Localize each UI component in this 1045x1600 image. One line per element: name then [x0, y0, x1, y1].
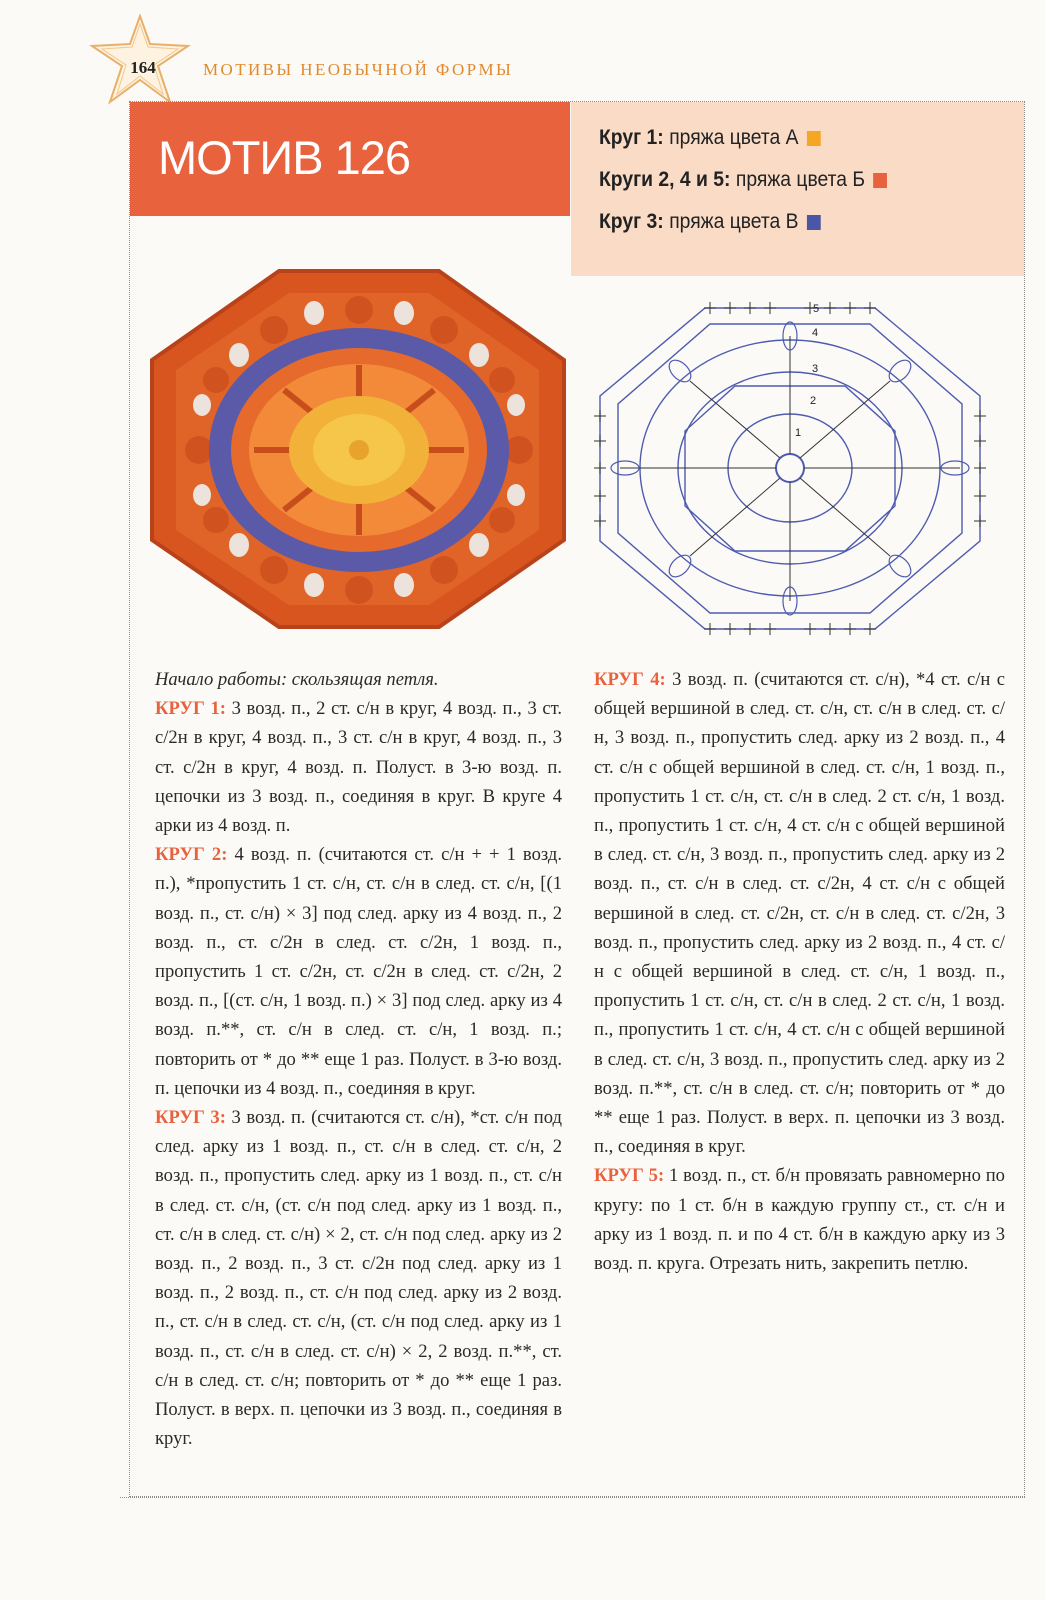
round1-label: КРУГ 1: [155, 698, 226, 720]
legend-prefix: Круг 1: [599, 126, 664, 149]
round4-text: 3 возд. п. (считаются ст. с/н), *4 ст. с/н с общей вершиной в след. ст. с/н, ст. с/н в след. ст. с/н, 3 возд. п., пропустить след. арку из 2 возд. п., 4 ст. с/н с общей вершиной в след. ст. с/н, 1 возд. п., пропустить 1 ст. с/н, ст. с/н в след. 2 ст. с/н, 1 возд. п., пропустить 1 ст. с/н, 4 ст. с/н с общей вершиной в след. ст. с/н, 3 возд. п., пропустить след. арку из 2 возд. п., ст. с/н в след. ст. с/2н, 4 ст. с/н с общей вершиной в след. ст. с/2н, ст. с/н в след. ст. с/2н, 3 возд. п., пропустить след. арку из 2 возд. п., 4 ст. с/н с общей вершиной в след. ст. с/н, 1 возд. п., пропустить 1 ст. с/н, ст. с/н в след. 2 ст. с/н, 1 возд. п., пропустить 1 ст. с/н, 4 ст. с/н с общей вершиной в след. ст. с/н, 3 возд. п., пропустить след. арку из 2 возд. п.**, ст. с/н в след. ст. с/н; повторить от * до ** еще 1 раз. Полуст. в верх. п. цепочки из 3 возд. п., соединяя в круг. [594, 669, 1005, 1158]
round3-label: КРУГ 3: [155, 1107, 226, 1129]
crochet-chart [590, 296, 990, 641]
round3-paragraph [155, 1103, 562, 1453]
legend-row-rounds245 [599, 168, 887, 192]
round2-paragraph [155, 840, 562, 1103]
section-title: МОТИВЫ НЕОБЫЧНОЙ ФОРМЫ [203, 60, 514, 79]
legend-row-round3 [599, 210, 821, 234]
intro-text: Начало работы: скользящая петля. [155, 669, 439, 690]
legend-prefix: Круги 2, 4 и 5: [599, 168, 731, 191]
round5-label: КРУГ 5: [594, 1165, 665, 1187]
round1-text: 3 возд. п., 2 ст. с/н в круг, 4 возд. п., 3 ст. с/2н в круг, 4 возд. п., 3 ст. с/н в круг, 4 возд. п., 3 ст. с/2н в круг, 4 возд. п. Полуст. в 3-ю возд. п. цепочки из 3 возд. п., соединяя в круг. В круге 4 арки из 4 возд. п. [155, 698, 562, 837]
yarn-legend [571, 102, 1024, 276]
color-swatch-a [807, 131, 821, 146]
chart-round-2: 2 [810, 395, 817, 407]
round2-text: 4 возд. п. (считаются ст. с/н + + 1 возд. п.), *пропустить 1 ст. с/н, ст. с/н в след. ст. с/н, [(1 возд. п., ст. с/н) × 3] под след. арку из 4 возд. п., 2 возд. п., ст. с/2н в след. ст. с/2н, 1 возд. п., пропустить 1 ст. с/2н, ст. с/2н в след. ст. с/2н, 2 возд. п., [(ст. с/н, 1 возд. п.) × 3] под след. арку из 4 возд. п.**, ст. с/н в след. ст. с/н, 1 возд. п.; повторить от * до ** еще 1 раз. Полуст. в 3-ю возд. п. цепочки из 4 возд. п., соединяя в круг. [155, 844, 563, 1099]
page-number: 164 [130, 58, 156, 77]
motif-title: МОТИВ 126 [158, 131, 411, 184]
round2-label: КРУГ 2: [155, 844, 228, 866]
title-band [130, 102, 570, 216]
chart-round-5: 5 [813, 303, 820, 315]
legend-row-round1 [599, 126, 821, 150]
legend-text: пряжа цвета А [669, 126, 799, 149]
color-swatch-v [807, 215, 821, 230]
instructions-column-right [594, 665, 1005, 1278]
motif-photo [144, 265, 574, 635]
round1-paragraph [155, 694, 562, 840]
legend-text: пряжа цвета В [669, 210, 799, 233]
round4-label: КРУГ 4: [594, 669, 666, 690]
page-header [88, 14, 648, 104]
round5-text: 1 возд. п., ст. б/н провязать равномерно по кругу: по 1 ст. б/н в каждую группу ст., ст. с/н и арку из 1 возд. п. и по 4 ст. б/н в каждую арку из 3 возд. п. круга. Отрезать нить, закрепить петлю. [594, 1165, 1005, 1275]
round5-paragraph [594, 1161, 1005, 1278]
legend-text: пряжа цвета Б [735, 168, 866, 191]
chart-round-3: 3 [812, 363, 819, 375]
legend-prefix: Круг 3: [599, 210, 664, 233]
chart-round-1: 1 [795, 427, 802, 439]
chart-round-4: 4 [812, 327, 819, 339]
round3-text: 3 возд. п. (считаются ст. с/н), *ст. с/н под след. арку из 1 возд. п., ст. с/н в след. ст. с/н, 2 возд. п., пропустить след. арку из 1 возд. п., ст. с/н в след. ст. с/н, (ст. с/н под след. арку из 1 возд. п., ст. с/н в след. ст. с/н) × 2, ст. с/н под след. арку из 2 возд. п., 2 возд. п., 3 ст. с/2н под след. арку из 1 возд. п., 2 возд. п., ст. с/н под след. арку из 2 возд. п., ст. с/н в след. ст. с/н, (ст. с/н под след. арку из 1 возд. п., ст. с/н в след. ст. с/н) × 2, 2 возд. п.**, ст. с/н в след. ст. с/н; повторить от * до ** еще 1 раз. Полуст. в верх. п. цепочки из 3 возд. п., соединяя в круг. [155, 1107, 562, 1450]
bottom-divider [120, 1497, 1025, 1498]
round4-paragraph [594, 665, 1005, 1161]
instructions-column-left [155, 665, 562, 1453]
color-swatch-b [873, 173, 887, 188]
